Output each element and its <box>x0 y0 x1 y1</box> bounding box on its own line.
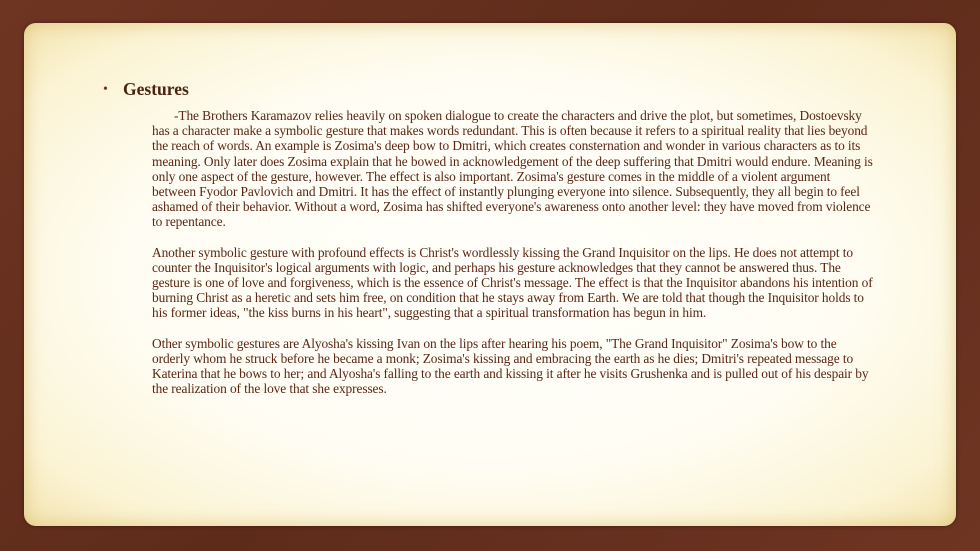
paragraph-1: -The Brothers Karamazov relies heavily on spoken dialogue to create the characters and drive the plot, but sometimes, Dostoevsky has a character make a symbolic gesture that makes words redundant. This is often because it refers to a spiritual reality that lies beyond the reach of words. An example is Zosima's deep bow to Dmitri, which creates consternation and wonder in various characters as to its meaning. Only later does Zosima explain that he bowed in acknowledgement of the deep suffering that Dmitri would endure. Meaning is only one aspect of the gesture, however. The effect is also important. Zosima's gesture comes in the middle of a violent argument between Fyodor Pavlovich and Dmitri. It has the effect of instantly plunging everyone into silence. Subsequently, they all begin to feel ashamed of their behavior. Without a word, Zosima has shifted everyone's awareness onto another level: they have moved from violence to repentance. <box>152 108 873 230</box>
slide-heading: Gestures <box>123 79 189 99</box>
bullet-icon: • <box>103 81 108 97</box>
slide-body <box>152 108 874 411</box>
bullet-heading-row <box>103 79 189 100</box>
paragraph-3: Other symbolic gestures are Alyosha's kissing Ivan on the lips after hearing his poem, "The Grand Inquisitor" Zosima's bow to the orderly whom he struck before he became a monk; Zosima's kissing and embracing the earth as he dies; Dmitri's repeated message to Katerina that he bows to her; and Alyosha's falling to the earth and kissing it after he visits Grushenka and is pulled out of his despair by the realization of the love that she expresses. <box>152 335 869 397</box>
paragraph-2: Another symbolic gesture with profound effects is Christ's wordlessly kissing the Grand Inquisitor on the lips. He does not attempt to counter the Inquisitor's logical arguments with logic, and perhaps his gesture acknowledges that they cannot be answered thus. The gesture is one of love and forgiveness, which is the essence of Christ's message. The effect is that the Inquisitor abandons his intention of burning Christ as a heretic and sets him free, on condition that he stays away from Earth. We are told that though the Inquisitor holds to his former ideas, "the kiss burns in his heart", suggesting that a spiritual transformation has begun in him. <box>152 244 873 321</box>
